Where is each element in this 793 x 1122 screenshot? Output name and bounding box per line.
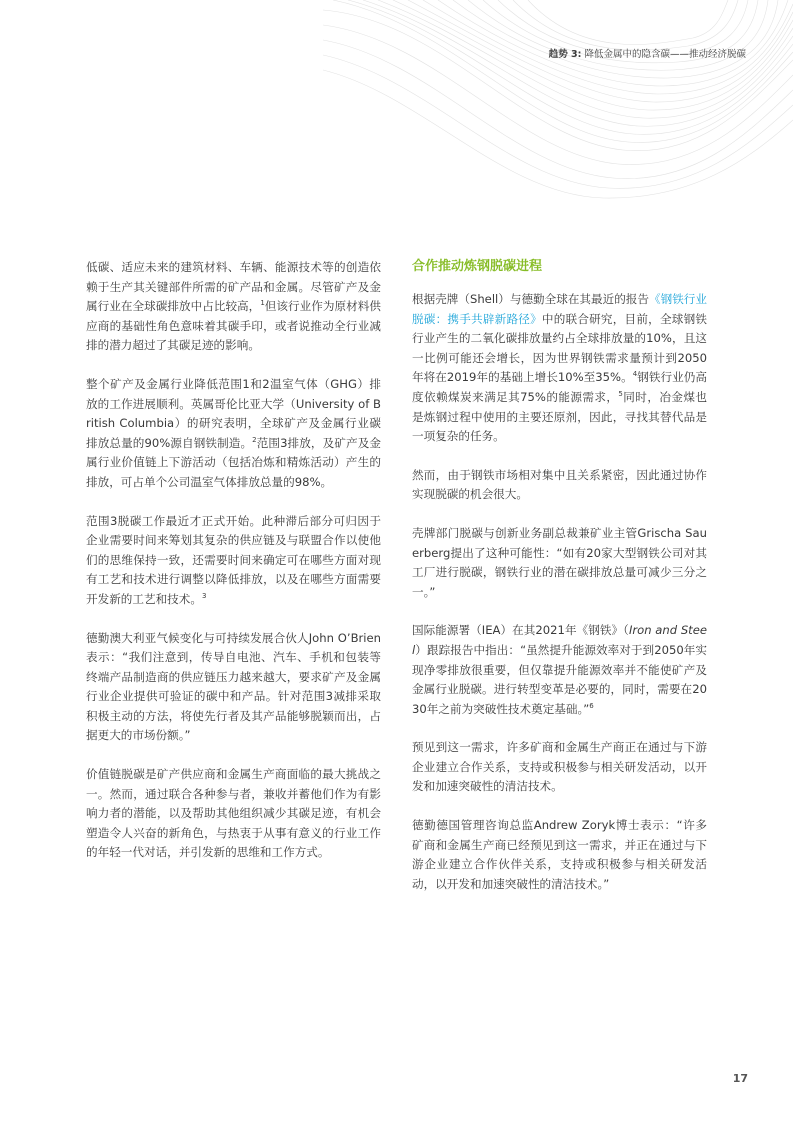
right-paragraph-5: 预见到这一需求，许多矿商和金属生产商正在通过与下游企业建立合作关系，支持或积极参与相关研发活动，以开发和加速突破性的清洁技术。 [412,740,707,794]
footnote-ref-5: 5 [618,390,623,399]
left-p2-text-b: 范围3排放，及矿产及金属行业价值链上下游活动（包括冶炼和精炼活动）产生的排放，可占单个公司温室气体排放总量的98%。 [86,435,381,489]
left-paragraph-3 [86,512,381,610]
right-p4-text-a: 国际能源署（IEA）在其2021年《钢铁》（ [412,623,629,638]
report-title-italic: Iron and Steel [412,623,707,657]
right-p4-text-b: ）跟踪报告中指出：“虽然提升能源效率对于到2050年实现净零排放很重要，但仅靠提升能源效率并不能使矿产及金属行业脱碳。进行转型变革是必要的，同时，需要在2030年之前为突破性技术奠定基础。” [412,642,707,716]
left-p2-text: 整个矿产及金属行业降低范围1和2温室气体（GHG）排放的工作进展顺利。英属哥伦比亚大学（University of British Columbia）的研究表明，全球矿产及金属行业碳排放总量的90%源自钢铁制造。 [86,376,381,450]
right-paragraph-2: 然而，由于钢铁市场相对集中且关系紧密，因此通过协作实现脱碳的机会很大。 [412,467,707,502]
decorative-wave-lines [323,0,793,200]
header-trend-label: 趋势 3: [548,49,582,60]
right-paragraph-3: 壳牌部门脱碳与创新业务副总裁兼矿业主管Grischa Sauerberg提出了这种可能性：“如有20家大型钢铁公司对其工厂进行脱碳，钢铁行业的潜在碳排放总量可减少三分之一。” [412,525,707,599]
right-paragraph-6: 德勤德国管理咨询总监Andrew Zoryk博士表示：“许多矿商和金属生产商已经预见到这一需求，并正在通过与下游企业建立合作伙伴关系，支持或积极参与相关研发活动，以开发和加速突破性的清洁技术。” [412,818,707,891]
left-paragraph-4: 德勤澳大利亚气候变化与可持续发展合伙人John O’Brien表示：“我们注意到，传导自电池、汽车、手机和包装等终端产品制造商的供应链压力越来越大，要求矿产及金属行业企业提供可验证的碳中和产品。针对范围3减排采取积极主动的方法，将使先行者及其产品能够脱颖而出，占据更大的市场份额。” [86,630,381,743]
footnote-ref-2: 2 [252,435,257,444]
left-p1-text-b: 但该行业作为原材料供应商的基础性角色意味着其碳手印，或者说推动全行业减排的潜力超过了其碳足迹的影响。 [86,299,381,353]
footnote-ref-4: 4 [632,370,638,379]
right-paragraph-1 [412,290,707,447]
left-p3-text: 范围3脱碳工作最近才正式开始。此种滞后部分可归因于企业需要时间来筹划其复杂的供应链及与联盟合作以使他们的思维保持一致，还需要时间来确定可在哪些方面对现有工艺和技术进行调整以降低排放，以及在哪些方面需要开发新的工艺和技术。 [86,513,381,606]
right-paragraph-4 [412,621,707,719]
report-link[interactable]: 《钢铁行业脱碳：携手共辟新路径》 [412,292,707,326]
right-p1-text-d: 同时，冶金煤也是炼钢过程中使用的主要还原剂，因此，寻找其替代品是一项复杂的任务。 [412,389,707,444]
left-column [86,258,381,882]
left-paragraph-1 [86,258,381,356]
footnote-ref-1: 1 [260,299,265,308]
section-title: 合作推动炼钢脱碳进程 [412,259,543,274]
footnote-ref-6: 6 [589,701,594,710]
right-p1-text-b: 中的联合研究，目前，全球钢铁行业产生的二氧化碳排放量约占全球排放量的10%，且这一比例可能还会增长，因为世界钢铁需求量预计到2050年将在2019年的基础上增长10%至35%。 [412,311,707,385]
running-header [549,46,746,60]
header-title: 降低金属中的隐含碳——推动经济脱碳 [581,49,746,60]
left-paragraph-2 [86,375,381,493]
left-p1-text: 低碳、适应未来的建筑材料、车辆、能源技术等的创造依赖于生产其关键部件所需的矿产品和金属。尽管矿产及金属行业在全球碳排放中占比较高， [86,260,381,314]
right-p1-text-a: 根据壳牌（Shell）与德勤全球在其最近的报告 [412,292,649,306]
right-p1-text-c: 钢铁行业仍高度依赖煤炭来满足其75%的能源需求， [412,370,707,404]
footnote-ref-3: 3 [201,592,207,601]
left-paragraph-5: 价值链脱碳是矿产供应商和金属生产商面临的最大挑战之一。然而，通过联合各种参与者，兼收并蓄他们作为有影响力者的潜能，以及帮助其他组织减少其碳足迹，有机会塑造令人兴奋的新角色，与热衷于从事有意义的行业工作的年轻一代对话，并引发新的思维和工作方式。 [86,767,381,860]
page-number: 17 [732,1072,748,1085]
right-column [412,258,707,913]
